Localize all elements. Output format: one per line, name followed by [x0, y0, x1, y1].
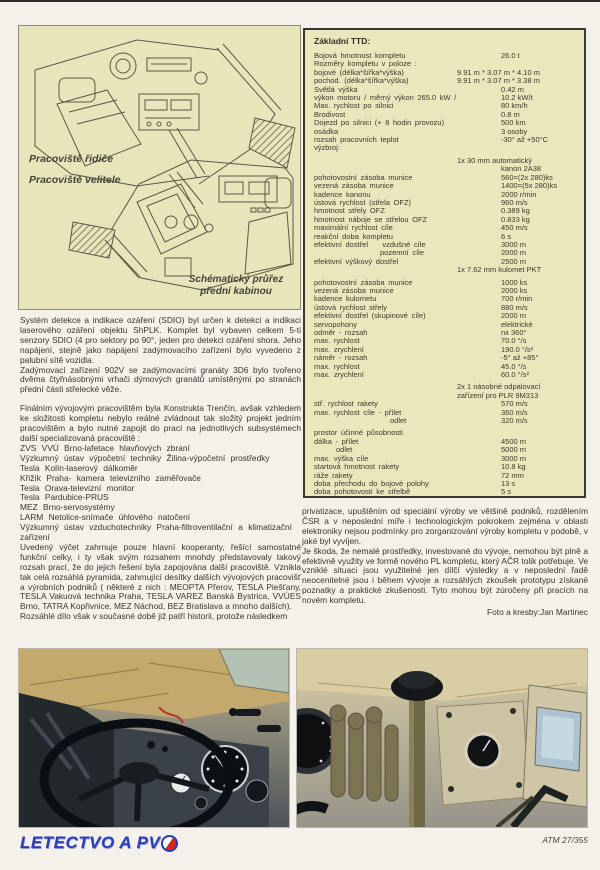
ttd-row-value: 13 s — [501, 478, 516, 488]
ttd-row-label: vezená zásoba munice — [314, 285, 394, 295]
cutaway-diagram-panel — [18, 25, 301, 310]
ttd-row-value: 500 km — [501, 118, 526, 128]
ttd-row-label: doba pohotovosti ke střelbě — [314, 487, 411, 497]
ttd-row-label: hmotnost střely OFZ — [314, 206, 385, 216]
ttd-row-value: 3000 m — [501, 453, 527, 463]
article-paragraph: Finálním vývojovým pracovištěm byla Konstrukta Trenčín, avšak vzhledem ke složitosti kompletu nebylo reálné zvládnout tak složitý projekt jedním pracovištěm a bylo nutné zapojit do prací na jednotlivých subsystémech další specializovaná pracoviště : — [20, 403, 301, 443]
ttd-row-value: 2500 m — [501, 256, 527, 266]
ttd-row-value: 960 m/s — [501, 197, 528, 207]
ttd-row-value: -30° až +50°C — [501, 135, 549, 145]
ttd-row-value: 2000 m — [501, 248, 527, 258]
article-paragraph: Zadýmovací zařízení 902V se zadýmovacími granáty 3D6 bylo tvořeno dvěma čtyřnásobnými vrhači dýmových granátů umístěnými po stranách přední části střelecké věže. — [20, 364, 301, 395]
ttd-row-label: Rozměry kompletu v poloze : — [314, 59, 417, 69]
ttd-row-label: pohotovostní zásoba munice — [314, 172, 413, 182]
ttd-row-value: 0.389 kg — [501, 206, 530, 216]
cooperant-line: Křižík Praha- kamera televizního zaměřovače — [20, 472, 201, 483]
article-left-column — [20, 316, 301, 622]
ttd-row-value — [457, 144, 575, 152]
ttd-row-value: 5000 m — [501, 445, 527, 455]
ttd-row-value: kanon 2A38 — [501, 164, 542, 174]
footer-logo-text: LETECTVO A PV — [20, 833, 161, 852]
ttd-row-label: ráže rakety — [314, 470, 353, 480]
ttd-row — [314, 136, 575, 144]
ttd-row-label: max. výška cíle — [314, 453, 369, 463]
ttd-row-value: 700 r/min — [501, 294, 533, 304]
ttd-row-label: bojové (délka*šířka*výška) — [314, 67, 404, 77]
ttd-row-label: kadence kanonu — [314, 189, 371, 199]
ttd-row-value: 320 m/s — [501, 416, 528, 426]
ttd-row-value: 3000 m — [501, 239, 527, 249]
ttd-row-label: odměr - rozsah — [314, 328, 368, 337]
ttd-row-label — [314, 383, 457, 391]
ttd-row-label: Dojezd po silnici (+ 8 hodin provozu) — [314, 118, 445, 128]
ttd-row — [314, 144, 575, 152]
vehicle-cutaway-drawing — [19, 26, 300, 309]
ttd-row-label: max. zrychlení — [314, 370, 364, 380]
cooperant-line: LARM Netolice-snímače úhlového natočení — [20, 512, 191, 523]
ttd-row-value: 45.0 °/s — [501, 361, 527, 371]
ttd-row-value: 880 m/s — [501, 302, 528, 312]
ttd-row — [314, 241, 575, 249]
ttd-row-value: 10.2 kW/t — [501, 93, 533, 103]
ttd-row-label: pochod. (délka*šířka*výška) — [314, 76, 409, 86]
ttd-row-value: 2x 1 násobné odpalovací — [457, 382, 541, 392]
diagram-caption-cross-section-line2: přední kabinou — [200, 286, 272, 297]
driver-dashboard-photo — [18, 648, 290, 828]
ttd-row-value: 360 m/s — [501, 407, 528, 417]
photo-credit: Foto a kresby:Jan Martinec — [486, 607, 588, 618]
ttd-rows — [314, 52, 575, 497]
ttd-row-label: výkon motoru / měrný výkon 265.0 kW / — [314, 93, 457, 103]
ttd-row-label: ústová rychlost (střela OFZ) — [314, 197, 412, 207]
ttd-row-label: Max. rychlost po silnici — [314, 101, 394, 111]
ttd-row-value: 1x 30 mm automatický — [457, 155, 533, 165]
ttd-row-label: max. zrychlení — [314, 344, 364, 354]
ttd-row-label: startová hmotnost rakety — [314, 462, 400, 472]
ttd-row-label: maximální rychlost cíle — [314, 223, 393, 233]
ttd-row-label: vezená zásoba munice — [314, 181, 394, 191]
ttd-row-value: 0.833 kg — [501, 214, 530, 224]
ttd-row-label: dálka - přílet — [314, 436, 359, 446]
ttd-row-label: rozsah pracovních teplot — [314, 135, 399, 145]
ttd-row-label: hmotnost náboje se střelou OFZ — [314, 214, 428, 224]
ttd-row-value: 0.8 m — [501, 109, 520, 119]
ttd-row-label: efektivní dostřel vzdušné cíle — [314, 239, 426, 249]
ttd-row-label: Světlá výška — [314, 84, 358, 94]
ttd-row — [314, 266, 575, 274]
cooperant-line: MEZ Brno-servosystémy — [20, 502, 115, 513]
article-paragraph: privatizace, upuštěním od speciální výroby ve většině podniků, rozdělením ČSR a v neposlední míře i technologickým pokrokem zejména v oblasti elektroniky nejsou podmínky pro zorganizování výroby kompletu v podobě, v jaké byl vyvíjen. — [302, 506, 588, 546]
ttd-row-label — [314, 157, 457, 165]
ttd-row-label: efektivní dostřel (skupinové cíle) — [314, 311, 426, 321]
ttd-row-value: 9.91 m * 3.07 m * 3.38 m — [457, 76, 540, 86]
article-paragraph: Systém detekce a indikace ozáření (SDIO) byl určen k detekci a indikaci laserového ozáření objektu ShPLK. Komplet byl vybaven celkem 5-ti senzory SDIO (4 pro sektory po 90°, jeden pro detekci ozáření shora. Jeho napájení, stejně jako napájení zadýmovacího zařízení bylo vyvedeno z palubní sítě vozidla. — [20, 315, 301, 365]
article-paragraph: Rozsáhlé dílo však v současné době již patří historii, protože následkem — [20, 611, 288, 622]
ttd-row-label: efektivní výškový dostřel — [314, 256, 399, 266]
ttd-row-value: 0.42 m — [501, 84, 524, 94]
ttd-row-label: odlet — [336, 445, 353, 455]
ttd-row — [314, 371, 575, 379]
commander-console-photo — [296, 648, 588, 828]
ttd-row — [314, 102, 575, 110]
issue-reference: ATM 27/355 — [542, 835, 588, 845]
ttd-row-label: výzbroj: — [314, 143, 340, 153]
ttd-row — [314, 488, 575, 496]
cooperant-line: Tesla Kolín-laserový dálkoměr — [20, 462, 138, 473]
article-paragraph: Uvedený výčet zahrnuje pouze hlavní kooperanty, řešící samostatné funkční celky, i ty však svým rozsahem mnohdy představovaly takový rozsah prací, že do jejich řešení byla zapojována další pracoviště. Vznikla tak celá rozsáhlá pyramida, zahrnující desítky dalších vývojových pracovišť a výrobních podniků ( některé z nich : MEOPTA Přerov, TESLA Piešťany, TESLA Vakuová technika Praha, TESLA VAREZ Banská Bystrica, VVÚES Brno, TATRA Kopřivnice, MEZ Náchod, BEZ Bratislava a mnoho dalších). — [20, 541, 301, 612]
article-right-column — [302, 507, 588, 618]
article-paragraph: Je škoda, že nemalé prostředky, investované do vývoje, nemohou být plně a efektivně využity ve formě nového PL kompletu, který AČR tolik potřebuje. Ve vzniklé situaci jsou využitelné jen dílčí výsledky a v neposlední řadě neocenitelné jsou i během vývoje a rozsáhlých zkoušek prototypu získané poznatky a praktické zkušenosti. Tyto mohou být zúročeny při pracích na novém kompletu. — [302, 545, 588, 606]
diagram-label-commander: Pracoviště velitele — [29, 174, 121, 186]
ttd-row-value: 2000 ks — [501, 285, 528, 295]
ttd-spec-table — [303, 28, 586, 498]
ttd-row-label: Bojová hmotnost kompletu — [314, 51, 406, 60]
ttd-row-value: 570 m/s — [501, 399, 528, 409]
ttd-row — [314, 417, 575, 425]
ttd-row-label: náměr - rozsah — [314, 353, 368, 363]
ttd-row-value: 2000 r/min — [501, 189, 537, 199]
ttd-row — [314, 463, 575, 471]
ttd-row-label: max. rychlost cíle - přílet — [314, 407, 402, 417]
cooperant-line: Tesla Pardubice-PRUS — [20, 492, 109, 503]
ttd-row-label: doba přechodu do bojové polohy — [314, 478, 429, 488]
scan-top-edge — [0, 0, 600, 2]
ttd-row-value: 26.0 t — [501, 51, 520, 60]
ttd-row-label: max. rychlost — [314, 336, 360, 346]
ttd-row-value: 10.8 kg — [501, 462, 526, 472]
ttd-row-value: 1000 ks — [501, 277, 528, 287]
ttd-row-label: prostor účinné působnosti — [314, 428, 403, 438]
ttd-title: Základní TTD: — [314, 36, 371, 46]
cooperant-line: Výzkumný ústav výpočetní techniky Žilina-výpočetní prostředky — [20, 452, 270, 463]
ttd-row — [314, 119, 575, 127]
cooperant-line: Výzkumný ústav vzduchotechniky Praha-filtroventilační a klimatizační zařízení — [20, 522, 292, 543]
ttd-row-value: 560=(2x 280)ks — [501, 172, 553, 182]
ttd-row-label: ústová rychlost střely — [314, 302, 388, 312]
ttd-row-label: Brodivost — [314, 109, 346, 119]
ttd-row-label: reakční doba kompletu — [314, 231, 393, 241]
ttd-row-label: pohotovostní zásoba munice — [314, 277, 413, 287]
ttd-row-value: 190.0 °/s² — [501, 344, 534, 354]
ttd-row — [314, 409, 575, 417]
ttd-row-value: 1400=(5x 280)ks — [501, 181, 558, 191]
ttd-row-value: zařízení pro PLR 9M313 — [457, 390, 539, 400]
ttd-row-value: 2000 m — [501, 311, 527, 321]
ttd-row-value: 4500 m — [501, 436, 527, 446]
ttd-row — [314, 438, 575, 446]
ttd-row-label: servopohony — [314, 319, 357, 329]
ttd-row-value: 9.91 m * 3.07 m * 4.10 m — [457, 67, 540, 77]
ttd-row-value: -5° až +85° — [501, 353, 539, 363]
footer-logo-letectvo-a-pvo — [20, 833, 178, 853]
ttd-row-value: 70.0 °/s — [501, 336, 527, 346]
ttd-row-value: 450 m/s — [501, 223, 528, 233]
ttd-row-value: 6 s — [501, 231, 512, 241]
cooperant-line: Tesla Orava-televizní monitor — [20, 482, 135, 493]
diagram-label-driver: Pracoviště řidiče — [29, 153, 114, 165]
ttd-row-label: stř. rychlost rakety — [314, 399, 378, 409]
diagram-caption-cross-section-line1: Schématický průřez — [188, 274, 284, 285]
pvo-roundel-o-icon — [161, 835, 178, 852]
ttd-row-label: odlet — [390, 416, 407, 426]
ttd-row-value: 5 s — [501, 487, 512, 497]
cooperant-line: ZVS VVÚ Brno-lafetace hlavňových zbraní — [20, 442, 190, 453]
ttd-row-label: pozemní cíle — [380, 248, 425, 258]
ttd-row-value: 1x 7.62 mm kulomet PKT — [457, 265, 542, 275]
ttd-row-label — [314, 266, 457, 274]
driver-dashboard-photo-art — [19, 649, 289, 827]
ttd-row-value: nx 360° — [501, 328, 527, 337]
commander-console-photo-art — [297, 649, 587, 827]
ttd-row-value: 3 osoby — [501, 126, 528, 136]
ttd-row-value: 80 km/h — [501, 101, 528, 111]
ttd-row-label: kadence kulometu — [314, 294, 377, 304]
ttd-row-label: max. rychlost — [314, 361, 360, 371]
ttd-row-value: 72 mm — [501, 470, 524, 480]
ttd-row-value: elektrické — [501, 319, 533, 329]
ttd-row-label: osádka — [314, 126, 339, 136]
ttd-row-value: 60.0 °/s² — [501, 370, 530, 380]
